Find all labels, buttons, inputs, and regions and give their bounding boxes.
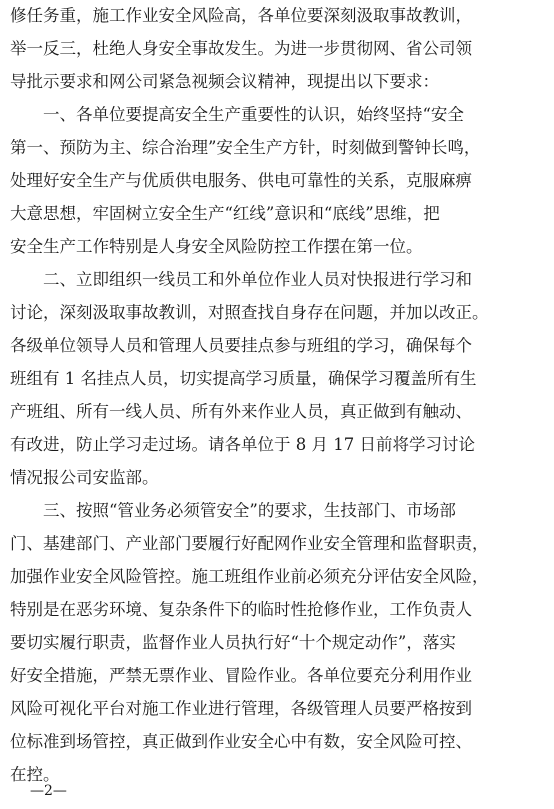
page-number: —2— — [30, 783, 67, 799]
text-line: 门、基建部门、产业部门要履行好配网作业安全管理和监督职责， — [10, 534, 489, 553]
text-line: 大意思想，牢固树立安全生产“红线”意识和“底线”思维，把 — [10, 204, 440, 223]
text-line: 安全生产工作特别是人身安全风险防控工作摆在第一位。 — [10, 237, 423, 256]
text-line: 好安全措施，严禁无票作业、冒险作业。各单位要充分利用作业 — [10, 666, 472, 685]
text-line: 在控。 — [10, 765, 60, 784]
text-line: 情况报公司安监部。 — [10, 468, 159, 487]
text-line: 一、各单位要提高安全生产重要性的认识，始终坚持“安全 — [43, 105, 464, 124]
text-line: 第一、预防为主、综合治理”安全生产方针，时刻做到警钟长鸣， — [10, 138, 481, 157]
text-line: 有改进，防止学习走过场。请各单位于 8 月 17 日前将学习讨论 — [10, 435, 475, 454]
text-line: 加强作业安全风险管控。施工班组作业前必须充分评估安全风险， — [10, 567, 489, 586]
text-line: 风险可视化平台对施工作业进行管理，各级管理人员要严格按到 — [10, 699, 472, 718]
text-line: 要切实履行职责，监督作业人员执行好“十个规定动作”，落实 — [10, 633, 456, 652]
text-line: 位标准到场管控，真正做到作业安全心中有数，安全风险可控、 — [10, 732, 472, 751]
text-line: 班组有 1 名挂点人员，切实提高学习质量，确保学习覆盖所有生 — [10, 369, 477, 388]
text-line: 特别是在恶劣环境、复杂条件下的临时性抢修作业，工作负责人 — [10, 600, 472, 619]
text-line: 各级单位领导人员和管理人员要挂点参与班组的学习，确保每个 — [10, 336, 472, 355]
text-line: 导批示要求和网公司紧急视频会议精神，现提出以下要求： — [10, 72, 439, 91]
text-line: 处理好安全生产与优质供电服务、供电可靠性的关系，克服麻痹 — [10, 171, 472, 190]
text-line: 修任务重，施工作业安全风险高，各单位要深刻汲取事故教训， — [10, 6, 472, 25]
text-line: 二、立即组织一线员工和外单位作业人员对快报进行学习和 — [43, 270, 472, 289]
text-line: 举一反三，杜绝人身安全事故发生。为进一步贯彻网、省公司领 — [10, 39, 472, 58]
text-line: 讨论，深刻汲取事故教训，对照查找自身存在问题，并加以改正。 — [10, 303, 489, 322]
text-line: 产班组、所有一线人员、所有外来作业人员，真正做到有触动、 — [10, 402, 472, 421]
text-line: 三、按照“管业务必须管安全”的要求，生技部门、市场部 — [43, 501, 456, 520]
